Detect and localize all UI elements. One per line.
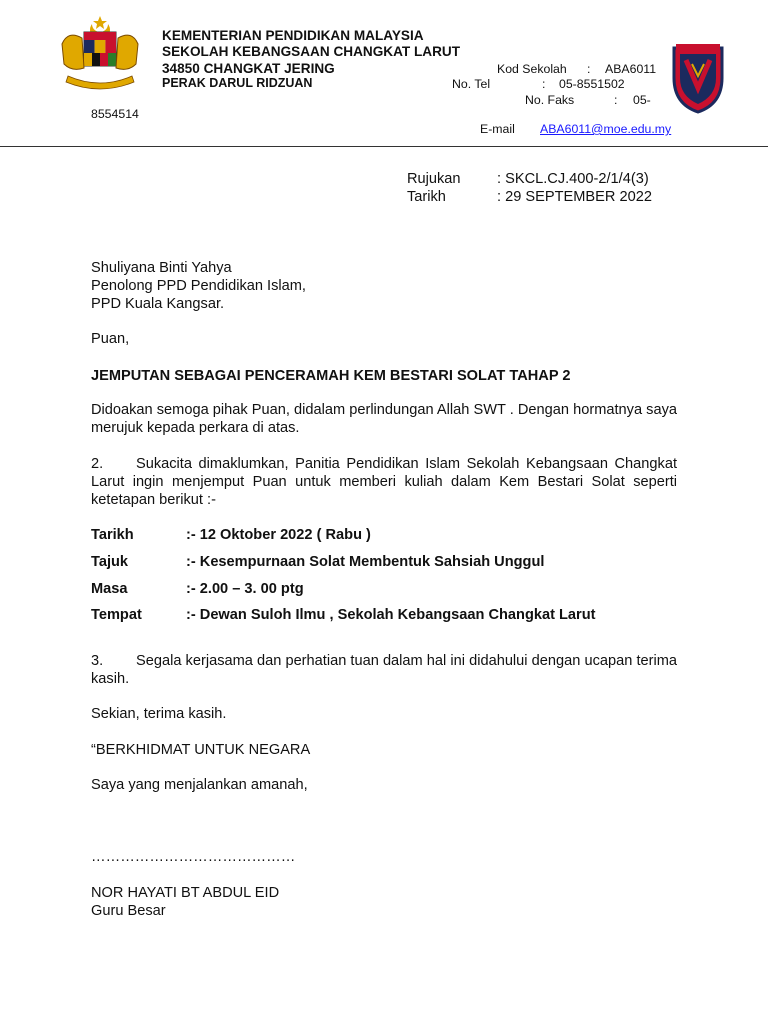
paragraph-3-number: 3. — [91, 653, 104, 669]
detail-row-date — [91, 526, 371, 544]
paragraph-2-text: Sukacita dimaklumkan, Panitia Pendidikan Islam Sekolah Kebangsaan Changkat Larut ingin menjemput Puan untuk memberi kuliah dalam Kem Bestari Solat seperti ketetapan berikut :- — [91, 456, 677, 508]
school-crest-logo — [670, 42, 726, 114]
detail-label: Masa — [91, 581, 128, 597]
fax-value-start: 05- — [633, 93, 651, 107]
header-divider — [0, 146, 768, 147]
recipient-name: Shuliyana Binti Yahya — [91, 260, 232, 276]
letter-subject: JEMPUTAN SEBAGAI PENCERAMAH KEM BESTARI SOLAT TAHAP 2 — [91, 368, 571, 384]
salutation: Puan, — [91, 331, 130, 347]
fax-value-end: 8554514 — [91, 107, 139, 121]
malaysia-coat-of-arms-logo — [58, 14, 142, 90]
detail-row-title — [91, 553, 544, 571]
ministry-name: KEMENTERIAN PENDIDIKAN MALAYSIA — [162, 28, 424, 43]
signer-title: Guru Besar — [91, 903, 166, 919]
school-code-value: ABA6011 — [605, 62, 657, 76]
reference-label: Rujukan — [407, 171, 461, 187]
detail-label: Tarikh — [91, 527, 134, 543]
detail-value: :- 2.00 – 3. 00 ptg — [186, 581, 304, 597]
email-label: E-mail — [480, 122, 515, 136]
school-code-separator: : — [587, 62, 591, 76]
phone-value: 05-8551502 — [559, 77, 625, 91]
detail-row-time — [91, 580, 304, 598]
detail-label: Tajuk — [91, 554, 129, 570]
school-address: 34850 CHANGKAT JERING — [162, 61, 335, 76]
school-name: SEKOLAH KEBANGSAAN CHANGKAT LARUT — [162, 44, 461, 59]
letter-date-label: Tarikh — [407, 189, 446, 205]
closing-thanks: Sekian, terima kasih. — [91, 706, 227, 722]
school-state: PERAK DARUL RIDZUAN — [162, 76, 313, 90]
motto: “BERKHIDMAT UNTUK NEGARA — [91, 742, 311, 758]
paragraph-3-text: Segala kerjasama dan perhatian tuan dalam hal ini didahului dengan ucapan terima kasih. — [91, 653, 677, 687]
email-link[interactable]: ABA6011@moe.edu.my — [540, 122, 672, 136]
paragraph-3 — [91, 652, 677, 688]
fax-separator: : — [614, 93, 618, 107]
detail-label: Tempat — [91, 607, 142, 623]
signer-name: NOR HAYATI BT ABDUL EID — [91, 885, 280, 901]
paragraph-1: Didoakan semoga pihak Puan, didalam perlindungan Allah SWT . Dengan hormatnya saya merujuk kepada perkara di atas. — [91, 402, 677, 436]
recipient-office: PPD Kuala Kangsar. — [91, 296, 225, 312]
detail-value: :- 12 Oktober 2022 ( Rabu ) — [186, 527, 371, 543]
phone-separator: : — [542, 77, 546, 91]
school-code-label: Kod Sekolah — [497, 62, 567, 76]
signature-line: …………………………………… — [91, 849, 296, 865]
recipient-position: Penolong PPD Pendidikan Islam, — [91, 278, 306, 294]
detail-value: :- Dewan Suloh Ilmu , Sekolah Kebangsaan Changkat Larut — [186, 607, 596, 623]
paragraph-2 — [91, 455, 677, 509]
phone-label: No. Tel — [452, 77, 491, 91]
closing-statement: Saya yang menjalankan amanah, — [91, 777, 308, 793]
detail-row-venue — [91, 606, 596, 624]
paragraph-2-number: 2. — [91, 456, 104, 472]
detail-value: :- Kesempurnaan Solat Membentuk Sahsiah Unggul — [186, 554, 545, 570]
fax-label: No. Faks — [525, 93, 575, 107]
reference-value: : SKCL.CJ.400-2/1/4(3) — [497, 171, 649, 187]
letter-date-value: : 29 SEPTEMBER 2022 — [497, 189, 652, 205]
